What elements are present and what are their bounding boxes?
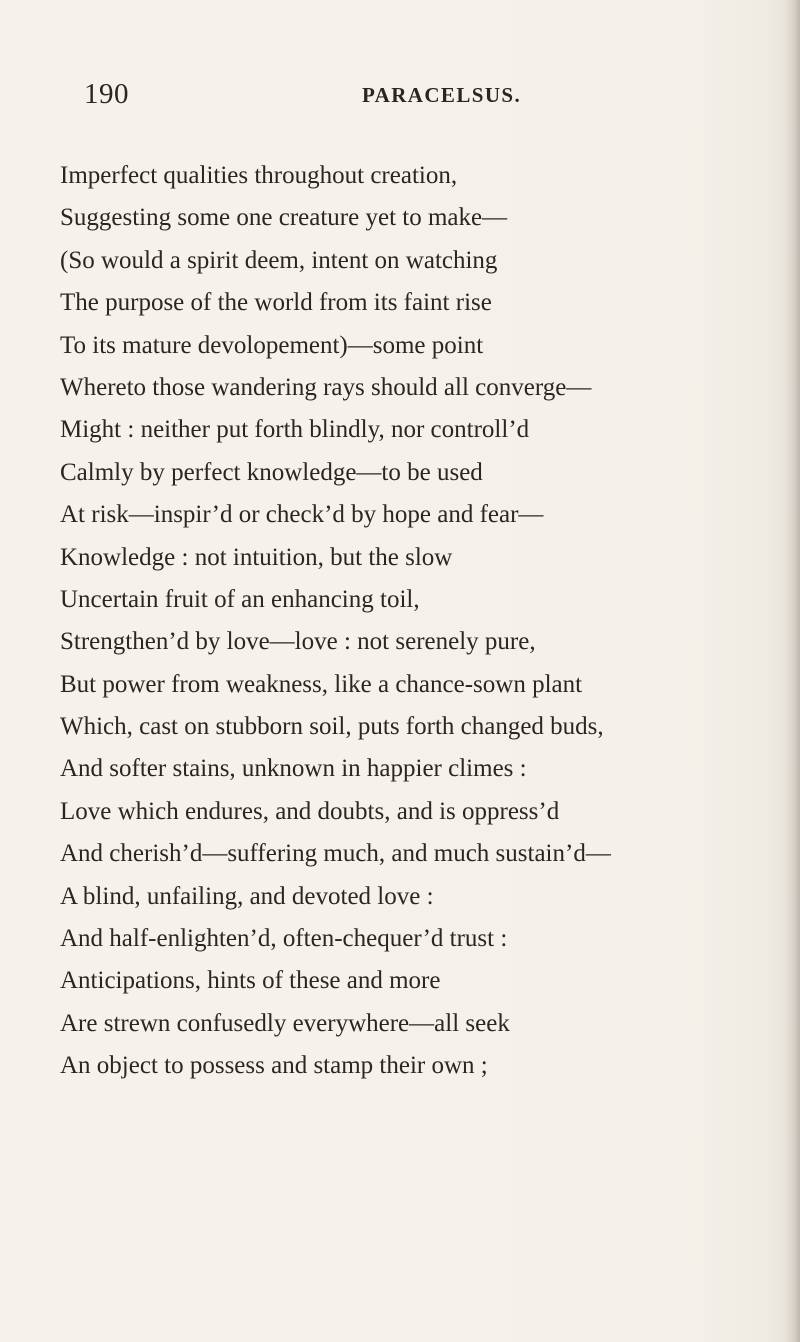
- poem-line: Knowledge : not intuition, but the slow: [60, 543, 453, 571]
- poem-line: Which, cast on stubborn soil, puts forth changed buds,: [60, 713, 604, 741]
- page-edge-shadow: [786, 0, 800, 1342]
- poem-line: Love which endures, and doubts, and is oppress’d: [60, 797, 560, 825]
- poem-line: Imperfect qualities throughout creation,: [60, 162, 458, 189]
- poem-line: To its mature devolopement)—some point: [60, 331, 484, 359]
- page-header: [84, 78, 724, 118]
- poem-line: (So would a spirit deem, intent on watching: [60, 246, 498, 274]
- poem-line: The purpose of the world from its faint rise: [60, 289, 492, 317]
- poem-line: Uncertain fruit of an enhancing toil,: [60, 585, 420, 613]
- poem-line: Might : neither put forth blindly, nor controll’d: [60, 416, 530, 444]
- poem-line: An object to possess and stamp their own ;: [60, 1052, 488, 1080]
- poem-line: Whereto those wandering rays should all converge—: [60, 373, 592, 401]
- poem-text: [60, 155, 780, 1088]
- poem-line: Are strewn confusedly everywhere—all seek: [60, 1009, 510, 1037]
- page-number: 190: [84, 78, 129, 110]
- poem-line: Anticipations, hints of these and more: [60, 967, 441, 995]
- poem-line: A blind, unfailing, and devoted love :: [60, 882, 434, 910]
- poem-line: And softer stains, unknown in happier climes :: [60, 755, 527, 783]
- poem-line: Suggesting some one creature yet to make—: [60, 204, 508, 232]
- poem-line: Calmly by perfect knowledge—to be used: [60, 458, 483, 486]
- poem-line: At risk—inspir’d or check’d by hope and fear—: [60, 501, 544, 529]
- poem-line: Strengthen’d by love—love : not serenely pure,: [60, 628, 536, 656]
- poem-line: And half-enlighten’d, often-chequer’d trust :: [60, 925, 508, 953]
- running-head: PARACELSUS.: [362, 83, 522, 107]
- poem-line: But power from weakness, like a chance-sown plant: [60, 670, 583, 698]
- poem-line: And cherish’d—suffering much, and much sustain’d—: [60, 840, 611, 868]
